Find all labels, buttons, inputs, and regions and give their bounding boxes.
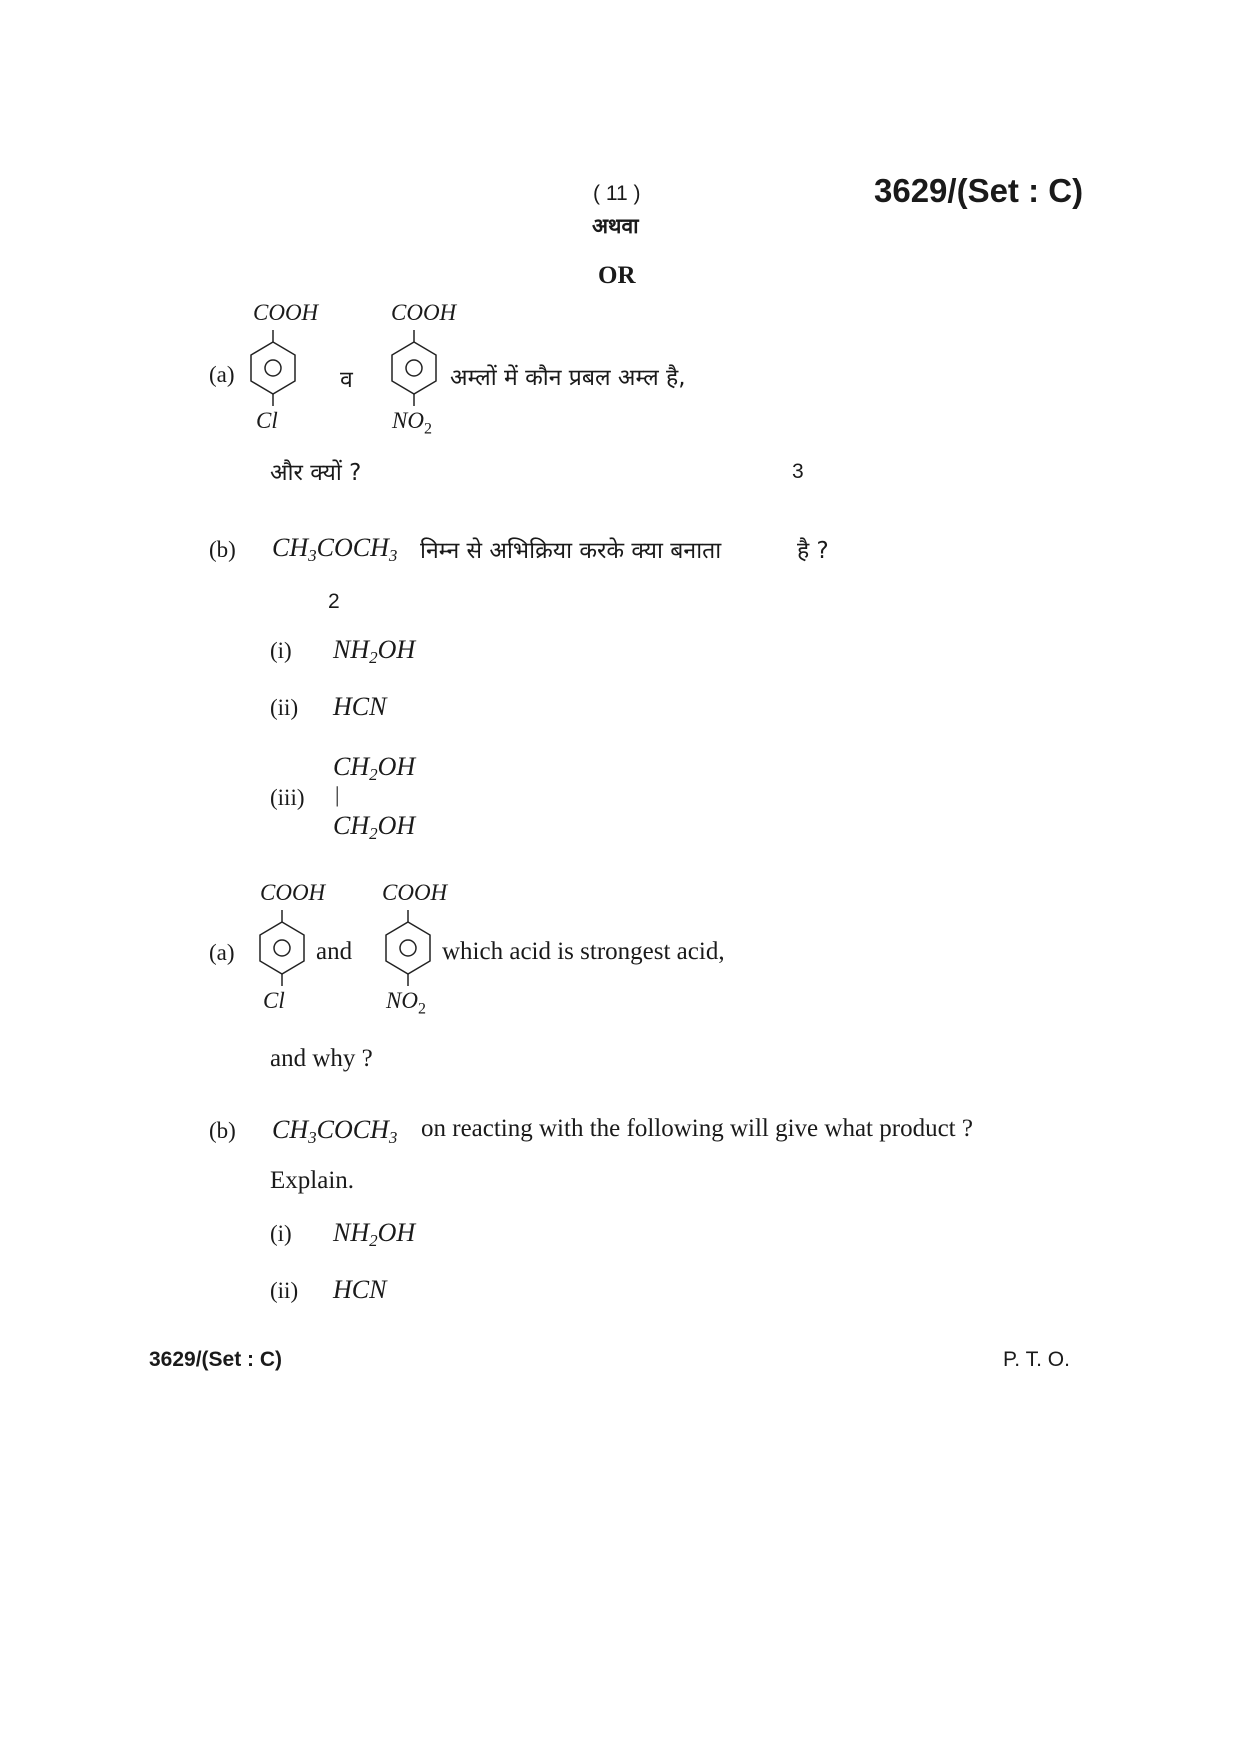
pto-marker: P. T. O. xyxy=(1003,1348,1070,1371)
hindi-b-item-label: (ii) xyxy=(270,695,299,720)
glycol-formula-bottom: $CH_2OH$ xyxy=(333,811,416,843)
english-connector: and xyxy=(316,938,353,965)
or-heading: OR xyxy=(598,262,636,289)
paper-code-header: 3629/(Set : C) xyxy=(874,172,1084,209)
hindi-a-line2: और क्यों ? xyxy=(270,460,362,486)
hindi-b-marks: 2 xyxy=(328,590,340,613)
no2-group: $NO_2$ xyxy=(386,988,426,1018)
hindi-b-item-formula: $NH_2OH$ xyxy=(333,635,416,667)
hindi-b-compound: $CH_3COCH_3$ xyxy=(272,533,398,565)
english-a-question: which acid is strongest acid, xyxy=(442,938,725,965)
cl-group: Cl xyxy=(263,988,285,1013)
hindi-b-item-label: (i) xyxy=(270,638,292,663)
chloro-benzoic-acid-structure xyxy=(248,300,318,440)
hindi-b-question: निम्न से अभिक्रिया करके क्या बनाता xyxy=(420,538,722,564)
hindi-b-item-formula: HCN xyxy=(333,692,387,721)
english-b-item-label: (ii) xyxy=(270,1278,299,1303)
english-b-label: (b) xyxy=(209,1118,236,1143)
hindi-a-marks: 3 xyxy=(792,460,804,483)
english-a-line2: and why ? xyxy=(270,1045,373,1072)
cooh-group: COOH xyxy=(260,880,326,905)
english-b-question: on reacting with the following will give what product ? xyxy=(421,1115,973,1142)
page-number: ( 11 ) xyxy=(593,182,641,205)
english-a-label: (a) xyxy=(209,940,235,965)
no2-group: $NO_2$ xyxy=(392,408,432,438)
english-b-item-formula: $NH_2OH$ xyxy=(333,1218,416,1250)
hindi-connector: व xyxy=(340,367,353,393)
hindi-a-question: अम्लों में कौन प्रबल अम्ल है, xyxy=(450,365,686,391)
cooh-group: COOH xyxy=(253,300,319,325)
english-b-line2: Explain. xyxy=(270,1167,355,1194)
athva-heading: अथवा xyxy=(592,214,639,238)
hindi-b-question-end: है ? xyxy=(797,538,829,564)
cl-group: Cl xyxy=(256,408,278,433)
hindi-a-label: (a) xyxy=(209,362,235,387)
english-b-item-label: (i) xyxy=(270,1221,292,1246)
cooh-group: COOH xyxy=(391,300,457,325)
english-b-compound: $CH_3COCH_3$ xyxy=(272,1115,398,1147)
cooh-group: COOH xyxy=(382,880,448,905)
chloro-benzoic-acid-structure xyxy=(255,880,325,1020)
english-b-item-formula: HCN xyxy=(333,1275,387,1304)
hindi-b-item-label: (iii) xyxy=(270,785,305,810)
glycol-bond: | xyxy=(335,782,340,807)
paper-code-footer: 3629/(Set : C) xyxy=(149,1348,283,1371)
hindi-b-label: (b) xyxy=(209,537,236,562)
glycol-formula-top: $CH_2OH$ xyxy=(333,752,416,784)
